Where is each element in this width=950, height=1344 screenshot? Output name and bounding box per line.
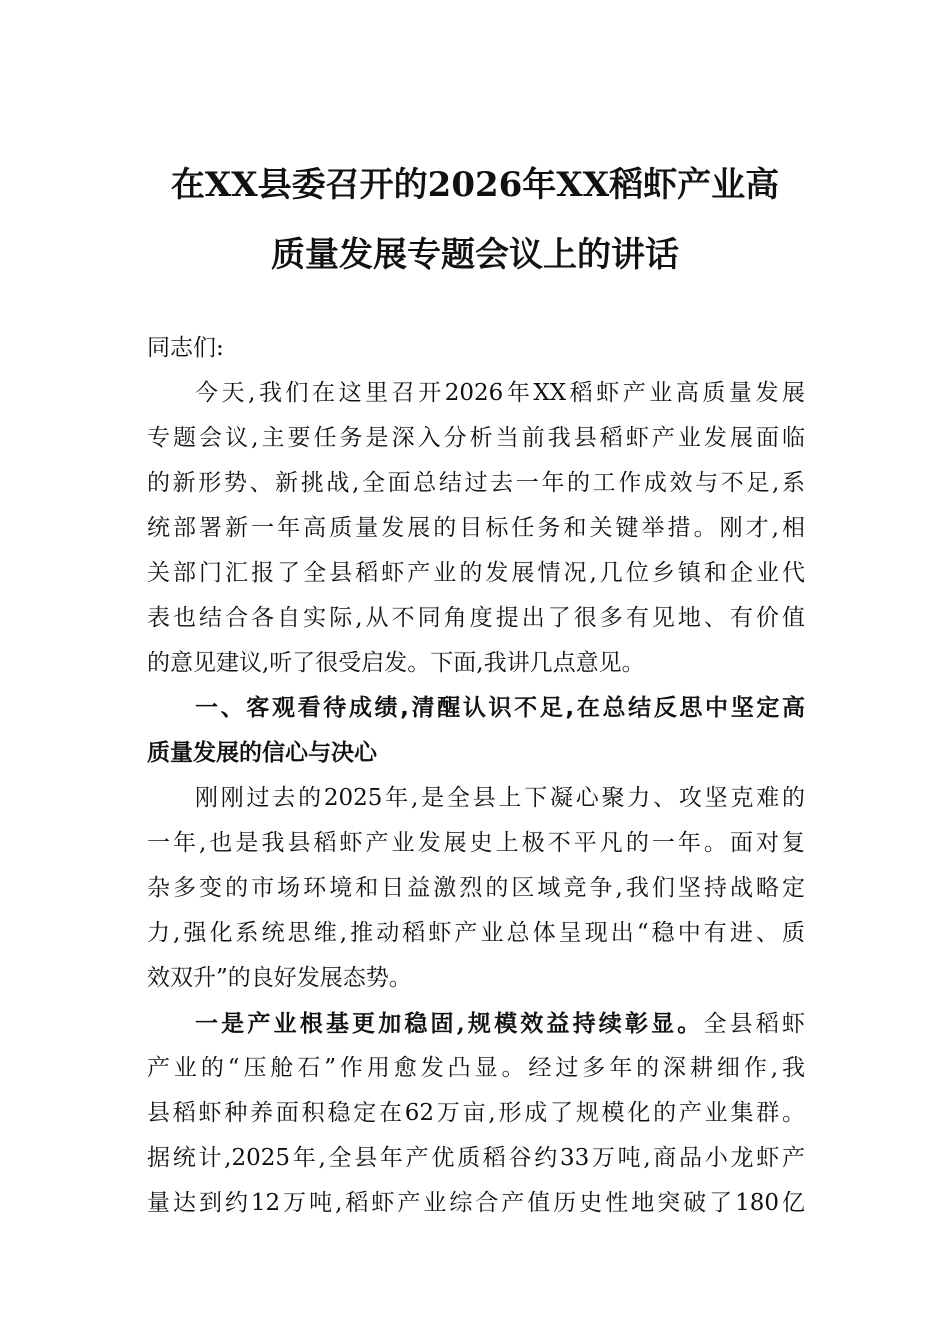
title-line-1: 在XX县委召开的2026年XX稻虾产业高 [170, 165, 780, 205]
text-line [147, 1001, 805, 1046]
text-run: 全县稻虾 [703, 1011, 806, 1037]
text-line: 力,强化系统思维,推动稻虾产业总体呈现出“稳中有进、质 [147, 920, 805, 946]
document-title [140, 150, 810, 290]
text-line: 关部门汇报了全县稻虾产业的发展情况,几位乡镇和企业代 [147, 560, 805, 586]
heading-line: 一、客观看待成绩,清醒认识不足,在总结反思中坚定高 [195, 695, 805, 721]
intro-paragraph [147, 371, 805, 686]
section-heading-1 [147, 686, 805, 776]
title-line-2: 质量发展专题会议上的讲话 [271, 235, 679, 275]
text-line: 据统计,2025年,全县年产优质稻谷约33万吨,商品小龙虾产 [147, 1145, 805, 1171]
section1-paragraph [147, 776, 805, 1001]
text-line: 效双升”的良好发展态势。 [147, 965, 412, 991]
text-line: 今天,我们在这里召开2026年XX稻虾产业高质量发展 [195, 380, 805, 406]
salutation: 同志们: [147, 335, 224, 361]
text-line: 一年,也是我县稻虾产业发展史上极不平凡的一年。面对复 [147, 830, 805, 856]
text-line: 表也结合各自实际,从不同角度提出了很多有见地、有价值 [147, 605, 805, 631]
text-line: 杂多变的市场环境和日益激烈的区域竞争,我们坚持战略定 [147, 875, 805, 901]
text-line: 的意见建议,听了很受启发。下面,我讲几点意见。 [147, 650, 645, 676]
text-line: 的新形势、新挑战,全面总结过去一年的工作成效与不足,系 [147, 470, 805, 496]
point1-paragraph [147, 1001, 805, 1226]
text-line: 统部署新一年高质量发展的目标任务和关键举措。刚才,相 [147, 515, 805, 541]
text-line: 专题会议,主要任务是深入分析当前我县稻虾产业发展面临 [147, 425, 805, 451]
document-body [147, 326, 805, 1226]
text-line: 量达到约12万吨,稻虾产业综合产值历史性地突破了180亿 [147, 1190, 805, 1216]
heading-line: 质量发展的信心与决心 [147, 740, 377, 766]
text-line: 县稻虾种养面积稳定在62万亩,形成了规模化的产业集群。 [147, 1100, 805, 1126]
text-line: 刚刚过去的2025年,是全县上下凝心聚力、攻坚克难的 [195, 785, 805, 811]
text-line: 产业的“压舱石”作用愈发凸显。经过多年的深耕细作,我 [147, 1055, 805, 1081]
point-lead: 一是产业根基更加稳固,规模效益持续彰显。 [195, 1010, 704, 1037]
